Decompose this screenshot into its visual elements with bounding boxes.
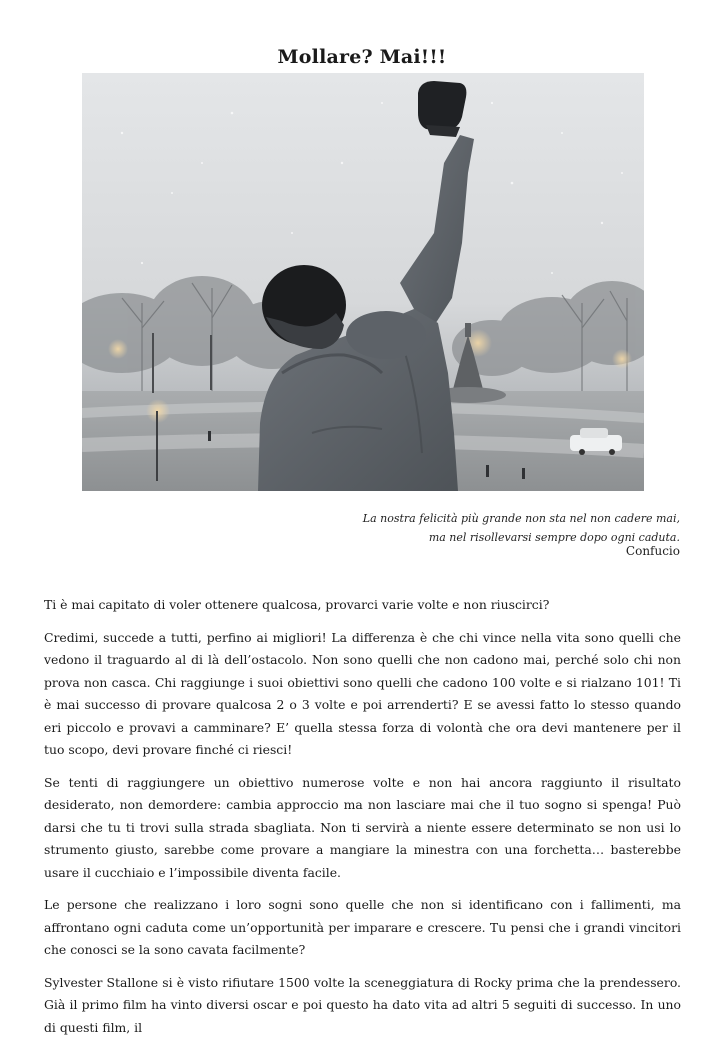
quote-line-2: ma nel risollevarsi sempre dopo ogni caduta. [428,531,680,544]
paragraph: Credimi, succede a tutti, perfino ai migliori! La differenza è che chi vince nella vita sono quelli che vedono il traguardo al di là dell’ostacolo. Non sono quelli che non cadono mai, perché solo chi non prova non casca. Chi raggiunge i suoi obiettivi sono quelli che cadono 100 volte e si rialzano 101! Ti è mai successo di provare qualcosa 2 o 3 volte e poi arrenderti? E se avessi fatto lo stesso quando eri piccolo e provavi a camminare? E’ quella stessa forza di volontà che ora devi mantenere per il tuo scopo, devi provare finché ci riesci! [44,629,681,757]
document-title: Mollare? Mai!!! [277,46,447,68]
paragraph: Ti è mai capitato di voler ottenere qualcosa, provarci varie volte e non riuscirci? [44,597,550,612]
photo-man-raising-fist-in-snow [82,73,644,491]
epigraph-quote [260,509,680,528]
epigraph-quote-line-2-wrap [260,528,680,547]
paragraph: Se tenti di raggiungere un obiettivo numerose volte e non hai ancora raggiunto il risultato desiderato, non demordere: cambia approccio ma non lasciare mai che il tuo sogno si spenga! Può darsi che tu ti trovi sulla strada sbagliata. Non ti servirà a niente essere determinato se non usi lo strumento giusto, sarebbe come provare a mangiare la minestra con una forchetta… basterebbe usare il cucchiaio e l’impossibile diventa facile. [44,774,681,880]
quote-author: Confucio [625,544,680,558]
paragraph: Le persone che realizzano i loro sogni sono quelle che non si identificano con i fallimenti, ma affrontano ogni caduta come un’opportunità per imparare e crescere. Tu pensi che i grandi vincitori che conosci se la sono cavata facilmente? [44,897,681,957]
quote-line-1: La nostra felicità più grande non sta nel non cadere mai, [362,512,680,525]
paragraph: Sylvester Stallone si è visto rifiutare 1500 volte la sceneggiatura di Rocky prima che la prendessero. Già il primo film ha vinto diversi oscar e poi questo ha dato vita ad altri 5 seguiti di successo. In uno di questi film, il [44,974,681,1035]
article-body [44,594,681,1049]
